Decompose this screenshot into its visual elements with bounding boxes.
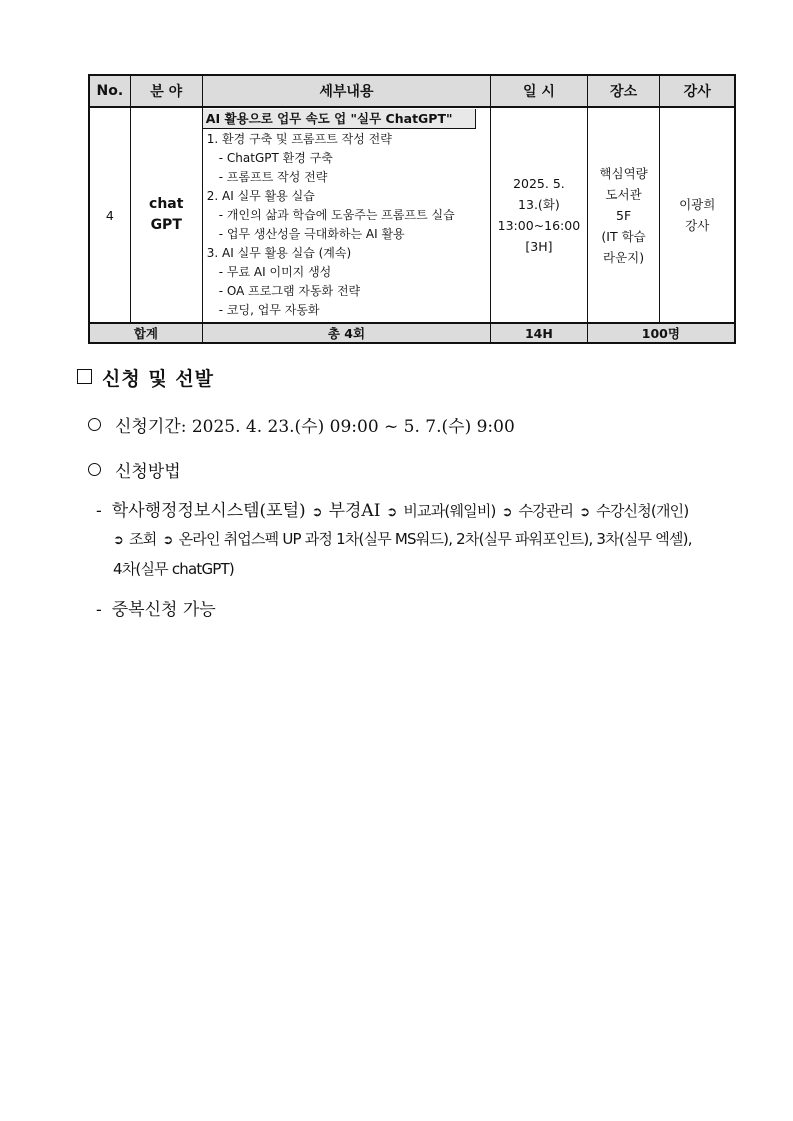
detail-line: - 무료 AI 이미지 생성: [218, 265, 332, 279]
duplicate-note: 중복신청 가능: [111, 600, 216, 620]
detail-line: - 업무 생산성을 극대화하는 AI 활용: [218, 227, 405, 241]
detail-line: - 프롬프트 작성 전략: [218, 170, 328, 184]
header-detail: 세부내용: [202, 75, 490, 107]
method-line: [88, 457, 181, 482]
period-line: [88, 412, 515, 437]
date-line-4: [3H]: [525, 239, 553, 254]
cell-place: [587, 107, 660, 323]
method-path-4: 수강관리: [518, 502, 574, 520]
detail-line: 2. AI 실무 활용 실습: [206, 189, 315, 203]
method-path-2: 부경AI: [328, 501, 381, 521]
method-path-3: 비교과(웨일비): [403, 502, 496, 520]
program-table: [88, 74, 736, 344]
teacher-line-2: 강사: [685, 218, 710, 233]
header-field: 분 야: [130, 75, 202, 107]
cell-detail: [202, 107, 490, 323]
duplicate-line: [96, 595, 216, 620]
header-place: 장소: [587, 75, 660, 107]
cell-field: [130, 107, 202, 323]
date-line-2: 13.(화): [518, 197, 560, 212]
detail-line: - ChatGPT 환경 구축: [218, 151, 333, 165]
place-line-1: 핵심역량: [599, 165, 648, 181]
arrow-icon: ➲: [386, 505, 398, 520]
header-no: No.: [89, 75, 130, 107]
table-header-row: [89, 75, 735, 107]
date-line-1: 2025. 5.: [513, 176, 565, 191]
date-line-3: 13:00~16:00: [497, 218, 581, 233]
arrow-icon: ➲: [501, 505, 513, 520]
dash-bullet: -: [96, 600, 102, 620]
detail-lines: [203, 129, 490, 322]
teacher-line-1: 이광희: [679, 197, 716, 212]
circle-bullet-icon: [88, 418, 101, 431]
method-path-7: 온라인 취업스펙 UP 과정 1차(실무 MS워드), 2차(실무 파워포인트), 3차(실무 엑셀),: [178, 530, 692, 548]
checkbox-square-icon: [77, 369, 92, 384]
detail-line: 3. AI 실무 활용 실습 (계속): [206, 246, 352, 260]
total-label: 합계: [89, 323, 202, 343]
method-path-line-2: [113, 528, 743, 549]
arrow-icon: ➲: [311, 505, 323, 520]
field-line-2: GPT: [150, 217, 182, 233]
detail-title: AI 활용으로 업무 속도 업 "실무 ChatGPT": [203, 109, 476, 129]
arrow-icon: ➲: [579, 505, 591, 520]
total-row: [89, 323, 735, 343]
field-line-1: chat: [149, 196, 184, 212]
detail-line: - 코딩, 업무 자동화: [218, 303, 320, 317]
table-row: [89, 107, 735, 323]
place-line-5: 라운지): [603, 249, 645, 265]
section-title: [77, 364, 214, 391]
arrow-icon: ➲: [113, 533, 124, 548]
circle-bullet-icon: [88, 463, 101, 476]
total-people: 100명: [587, 323, 735, 343]
cell-date: [491, 107, 588, 323]
arrow-icon: ➲: [162, 533, 173, 548]
method-path-1: 학사행정정보시스템(포털): [111, 501, 306, 521]
detail-line: - 개인의 삶과 학습에 도움주는 프롬프트 실습: [218, 208, 455, 222]
place-line-3: 5F: [616, 207, 632, 223]
cell-no: 4: [89, 107, 130, 323]
method-text: 신청방법: [115, 462, 181, 482]
dash-bullet: -: [96, 501, 102, 521]
detail-line: - OA 프로그램 자동화 전략: [218, 284, 361, 298]
method-path-8: 4차(실무 chatGPT): [113, 560, 234, 578]
place-line-2: 도서관: [605, 186, 642, 202]
period-text: 신청기간: 2025. 4. 23.(수) 09:00 ~ 5. 7.(수) 9:00: [115, 417, 515, 437]
method-path-5: 수강신청(개인): [596, 502, 689, 520]
method-path-6: 조회: [129, 530, 157, 548]
total-hours: 14H: [491, 323, 588, 343]
cell-teacher: [660, 107, 735, 323]
method-path-line-1: [96, 496, 746, 521]
place-line-4: (IT 학습: [601, 228, 646, 244]
method-path-line-3: [113, 558, 234, 579]
detail-line: 1. 환경 구축 및 프롬프트 작성 전략: [206, 132, 392, 146]
section-title-text: 신청 및 선발: [102, 368, 214, 390]
header-date: 일 시: [491, 75, 588, 107]
total-sessions: 총 4회: [202, 323, 490, 343]
header-teacher: 강사: [660, 75, 735, 107]
